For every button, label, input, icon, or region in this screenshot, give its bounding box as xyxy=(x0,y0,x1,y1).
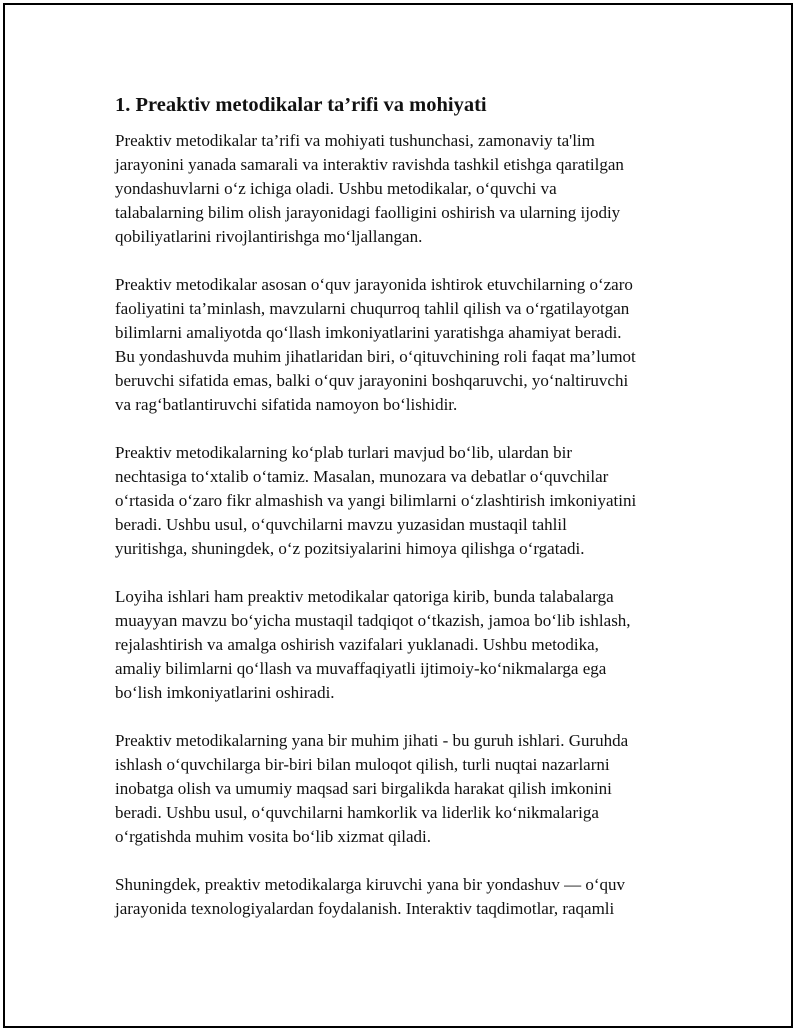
text-line: talabalarning bilim olish jarayonidagi faolligini oshirish va ularning ijodiy xyxy=(115,203,621,222)
text-line: beradi. Ushbu usul, o‘quvchilarni mavzu yuzasidan mustaqil tahlil xyxy=(115,515,567,534)
text-line: o‘rgatishda muhim vosita bo‘lib xizmat qiladi. xyxy=(115,827,432,846)
text-line: jarayonini yanada samarali va interaktiv ravishda tashkil etishga qaratilgan xyxy=(115,155,624,174)
text-line: beradi. Ushbu usul, o‘quvchilarni hamkorlik va liderlik ko‘nikmalariga xyxy=(115,803,599,822)
text-line: beruvchi sifatida emas, balki o‘quv jarayonini boshqaruvchi, yo‘naltiruvchi xyxy=(115,371,629,390)
text-line: Preaktiv metodikalarning yana bir muhim jihati - bu guruh ishlari. Guruhda xyxy=(115,731,629,750)
text-line: Shuningdek, preaktiv metodikalarga kiruvchi yana bir yondashuv — o‘quv xyxy=(115,875,626,894)
text-line: yondashuvlarni o‘z ichiga oladi. Ushbu metodikalar, o‘quvchi va xyxy=(115,179,557,198)
text-line: qobiliyatlarini rivojlantirishga mo‘ljallangan. xyxy=(115,227,423,246)
paragraph-4 xyxy=(115,585,687,705)
paragraph-6 xyxy=(115,873,687,921)
text-line: yuritishga, shuningdek, o‘z pozitsiyalarini himoya qilishga o‘rgatadi. xyxy=(115,539,585,558)
text-line: Bu yondashuvda muhim jihatlaridan biri, o‘qituvchining roli faqat ma’lumot xyxy=(115,347,636,366)
paragraph-1 xyxy=(115,129,687,249)
text-line: Preaktiv metodikalar ta’rifi va mohiyati tushunchasi, zamonaviy ta'lim xyxy=(115,131,595,150)
text-line: va rag‘batlantiruvchi sifatida namoyon bo‘lishidir. xyxy=(115,395,458,414)
text-line: jarayonida texnologiyalardan foydalanish. Interaktiv taqdimotlar, raqamli xyxy=(115,899,615,918)
text-line: rejalashtirish va amalga oshirish vazifalari yuklanadi. Ushbu metodika, xyxy=(115,635,599,654)
text-line: o‘rtasida o‘zaro fikr almashish va yangi bilimlarni o‘zlashtirish imkoniyatini xyxy=(115,491,637,510)
text-line: bo‘lish imkoniyatlarini oshiradi. xyxy=(115,683,335,702)
text-line: amaliy bilimlarni qo‘llash va muvaffaqiyatli ijtimoiy-ko‘nikmalarga ega xyxy=(115,659,607,678)
text-line: Preaktiv metodikalar asosan o‘quv jarayonida ishtirok etuvchilarning o‘zaro xyxy=(115,275,633,294)
text-line: muayyan mavzu bo‘yicha mustaqil tadqiqot o‘tkazish, jamoa bo‘lib ishlash, xyxy=(115,611,631,630)
document-body xyxy=(115,92,687,945)
text-line: bilimlarni amaliyotda qo‘llash imkoniyatlarini yaratishga ahamiyat beradi. xyxy=(115,323,622,342)
text-line: Preaktiv metodikalarning ko‘plab turlari mavjud bo‘lib, ulardan bir xyxy=(115,443,572,462)
text-line: nechtasiga to‘xtalib o‘tamiz. Masalan, munozara va debatlar o‘quvchilar xyxy=(115,467,609,486)
text-line: ishlash o‘quvchilarga bir-biri bilan muloqot qilish, turli nuqtai nazarlarni xyxy=(115,755,610,774)
section-heading: 1. Preaktiv metodikalar ta’rifi va mohiyati xyxy=(115,94,487,116)
paragraph-5 xyxy=(115,729,687,849)
paragraph-2 xyxy=(115,273,687,417)
text-line: Loyiha ishlari ham preaktiv metodikalar qatoriga kirib, bunda talabalarga xyxy=(115,587,614,606)
text-line: inobatga olish va umumiy maqsad sari birgalikda harakat qilish imkonini xyxy=(115,779,612,798)
text-line: faoliyatini ta’minlash, mavzularni chuqurroq tahlil qilish va o‘rgatilayotgan xyxy=(115,299,630,318)
paragraph-3 xyxy=(115,441,687,561)
